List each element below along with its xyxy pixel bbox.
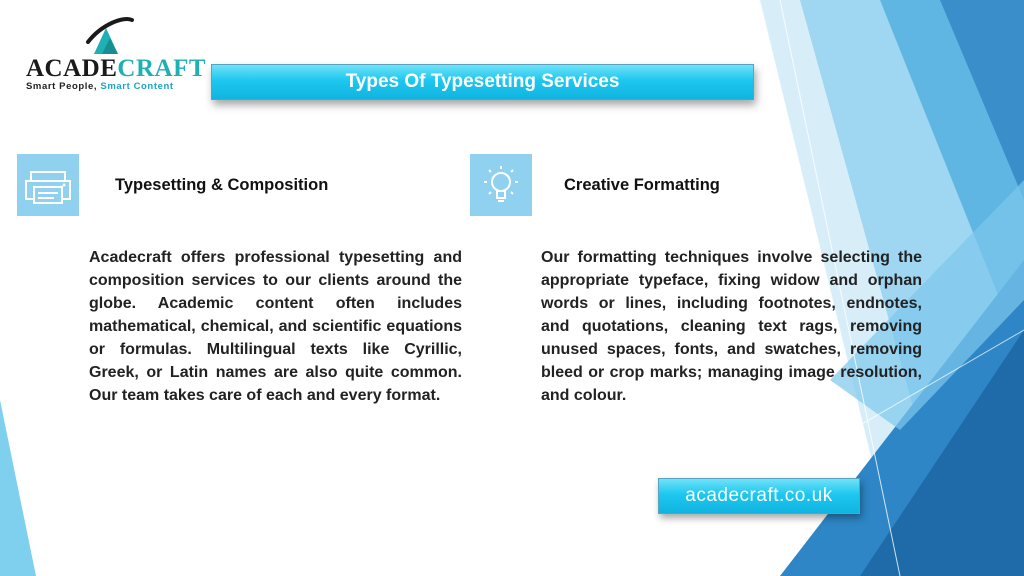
- section-text-formatting: Our formatting techniques involve selecting the appropriate typeface, fixing widow and orphan words or lines, including footnotes, endnotes, and quotations, cleaning text rags, removing unused spaces, fonts, and swatches, removing bleed or crop marks; managing image resolution, and colour.: [541, 249, 922, 404]
- section-heading-typesetting: Typesetting & Composition: [115, 176, 329, 194]
- printer-icon: [17, 154, 79, 216]
- lightbulb-icon: [470, 154, 532, 216]
- printer-icon-box: [17, 154, 79, 216]
- slide-title: Types Of Typesetting Services: [211, 64, 754, 100]
- acadecraft-logo: [22, 14, 207, 94]
- section-heading-formatting: Creative Formatting: [564, 176, 720, 194]
- logo-tagline: Smart People, Smart Content: [26, 81, 174, 92]
- section-text-typesetting: Acadecraft offers professional typesetting and composition services to our clients around the globe. Academic content often includes mathematical, chemical, and scientific equations or formulas. Multilingual texts like Cyrillic, Greek, or Latin names are also quite common. Our team takes care of each and every format.: [89, 249, 462, 404]
- logo-triangle-icon: [84, 14, 134, 58]
- logo-wordmark: ACADECRAFT: [26, 55, 207, 82]
- website-link[interactable]: acadecraft.co.uk: [658, 478, 860, 514]
- lightbulb-icon-box: [470, 154, 532, 216]
